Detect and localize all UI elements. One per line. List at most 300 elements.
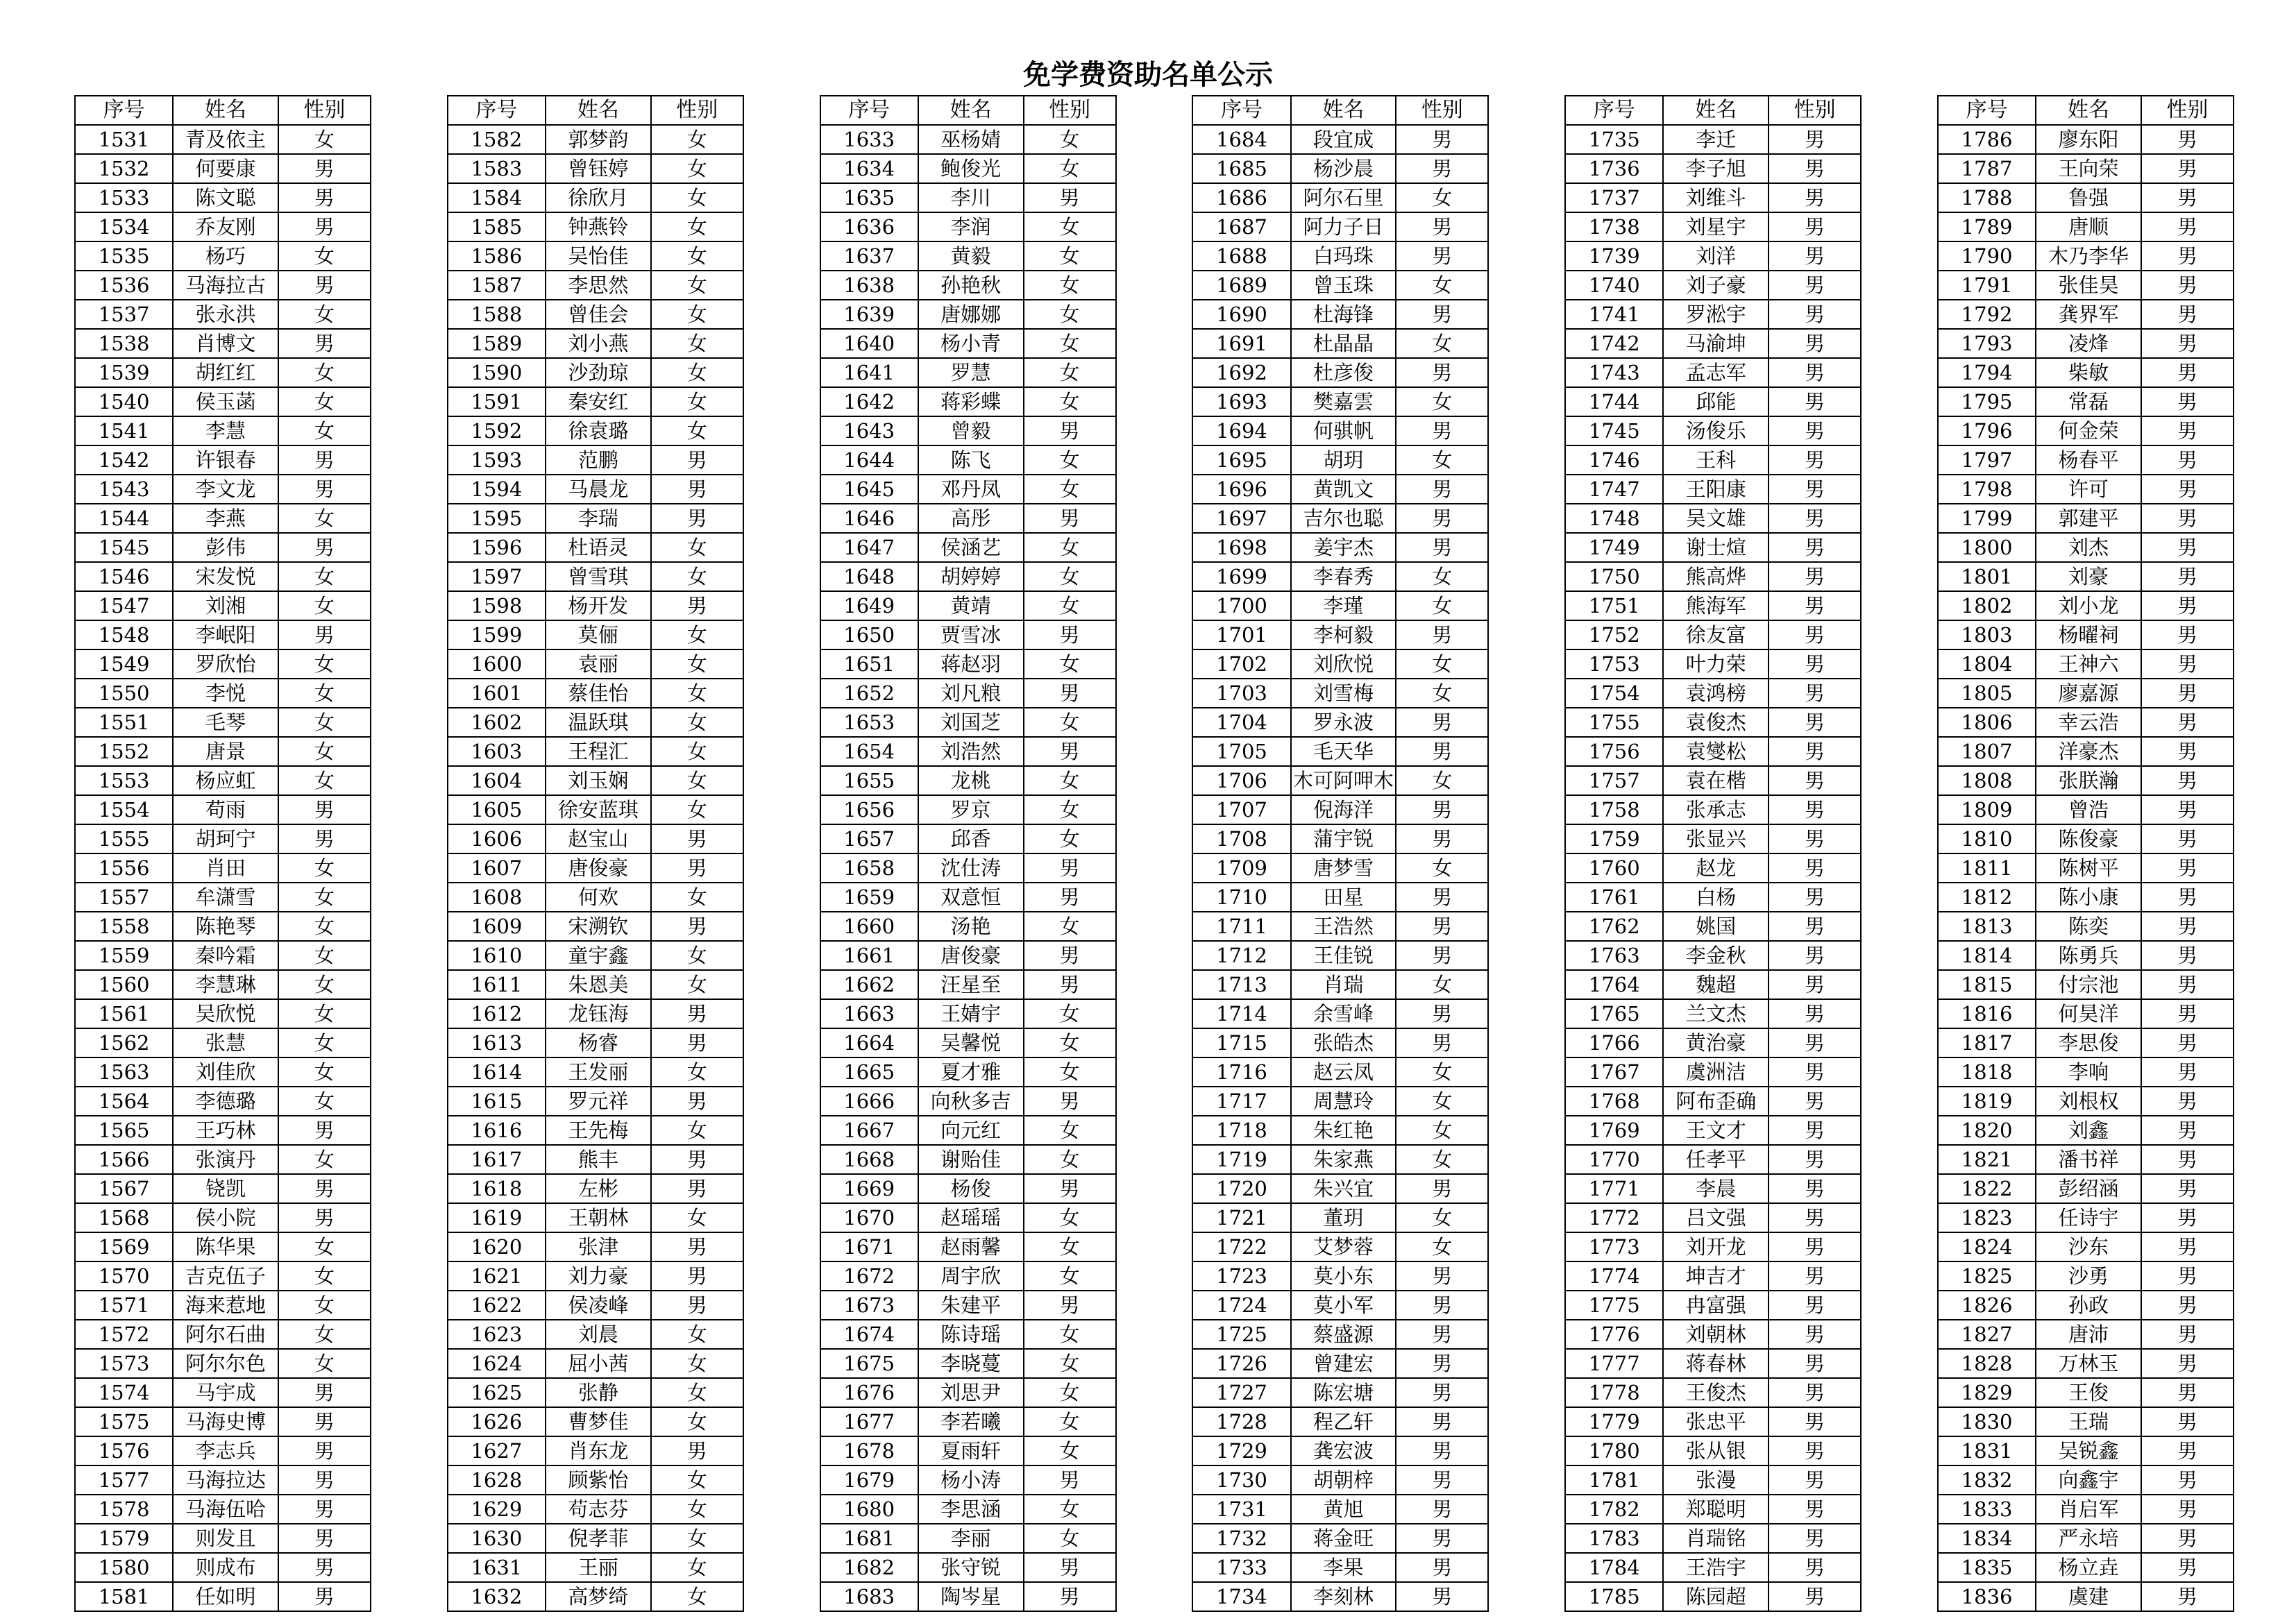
cell-name: 李思俊: [2036, 1028, 2141, 1057]
column-gap: [1488, 1174, 1565, 1203]
cell-gender: 女: [651, 766, 743, 795]
cell-gender: 女: [1396, 1232, 1488, 1261]
cell-name: 向元红: [918, 1116, 1024, 1145]
cell-index: 1610: [448, 941, 546, 970]
cell-gender: 女: [278, 387, 371, 416]
cell-name: 唐俊豪: [546, 853, 651, 883]
cell-index: 1568: [75, 1203, 173, 1232]
cell-index: 1585: [448, 212, 546, 241]
cell-gender: 男: [1769, 591, 1861, 620]
cell-name: 刘豪: [2036, 562, 2141, 591]
cell-index: 1825: [1938, 1261, 2036, 1291]
cell-name: 曾佳会: [546, 300, 651, 329]
column-gap: [1861, 912, 1938, 941]
cell-name: 龙桃: [918, 766, 1024, 795]
column-gap: [1116, 999, 1193, 1028]
column-gap: [1488, 387, 1565, 416]
cell-name: 张漫: [1663, 1465, 1769, 1495]
table-row: [75, 1232, 2234, 1261]
column-gap: [1488, 1320, 1565, 1349]
column-gap: [371, 387, 448, 416]
column-gap: [371, 1582, 448, 1611]
cell-gender: 男: [1769, 649, 1861, 679]
cell-gender: 男: [1396, 416, 1488, 445]
cell-name: 铙凯: [173, 1174, 278, 1203]
cell-name: 陈小康: [2036, 883, 2141, 912]
cell-gender: 男: [1396, 795, 1488, 824]
cell-index: 1811: [1938, 853, 2036, 883]
cell-gender: 男: [1396, 358, 1488, 387]
column-gap: [371, 1028, 448, 1057]
cell-gender: 男: [1396, 1495, 1488, 1524]
cell-index: 1627: [448, 1436, 546, 1465]
cell-index: 1814: [1938, 941, 2036, 970]
cell-index: 1696: [1192, 475, 1290, 504]
cell-gender: 女: [651, 1495, 743, 1524]
cell-name: 刘杰: [2036, 533, 2141, 562]
cell-gender: 女: [1024, 912, 1116, 941]
cell-index: 1792: [1938, 300, 2036, 329]
column-gap: [1488, 883, 1565, 912]
cell-gender: 男: [278, 212, 371, 241]
cell-gender: 男: [2141, 475, 2234, 504]
cell-gender: 女: [1024, 1524, 1116, 1553]
table-row: [75, 1145, 2234, 1174]
cell-index: 1761: [1565, 883, 1663, 912]
cell-name: 肖瑞: [1291, 970, 1396, 999]
cell-gender: 男: [1769, 1320, 1861, 1349]
cell-index: 1629: [448, 1495, 546, 1524]
cell-gender: 女: [1396, 649, 1488, 679]
cell-name: 毛琴: [173, 708, 278, 737]
header-name: 姓名: [173, 96, 278, 125]
cell-name: 阿布歪确: [1663, 1087, 1769, 1116]
cell-index: 1634: [820, 154, 918, 183]
cell-index: 1615: [448, 1087, 546, 1116]
cell-name: 唐顺: [2036, 212, 2141, 241]
column-gap: [1116, 183, 1193, 212]
column-gap: [743, 183, 820, 212]
cell-index: 1791: [1938, 271, 2036, 300]
column-gap: [1116, 1407, 1193, 1436]
cell-gender: 男: [651, 591, 743, 620]
cell-name: 王浩宇: [1663, 1553, 1769, 1582]
column-gap: [1861, 853, 1938, 883]
table-row: [75, 795, 2234, 824]
cell-name: 黄毅: [918, 241, 1024, 271]
column-gap: [1488, 679, 1565, 708]
cell-gender: 女: [651, 358, 743, 387]
table-row: [75, 708, 2234, 737]
cell-gender: 男: [2141, 329, 2234, 358]
cell-name: 陈宏塘: [1291, 1378, 1396, 1407]
cell-gender: 男: [1769, 737, 1861, 766]
table-row: [75, 620, 2234, 649]
cell-index: 1575: [75, 1407, 173, 1436]
column-gap: [743, 1203, 820, 1232]
cell-index: 1755: [1565, 708, 1663, 737]
cell-name: 乔友刚: [173, 212, 278, 241]
cell-index: 1650: [820, 620, 918, 649]
cell-index: 1836: [1938, 1582, 2036, 1611]
table-row: [75, 358, 2234, 387]
cell-name: 阿尔尔色: [173, 1349, 278, 1378]
cell-index: 1591: [448, 387, 546, 416]
column-gap: [371, 533, 448, 562]
column-gap: [371, 300, 448, 329]
cell-gender: 男: [278, 154, 371, 183]
cell-name: 何要康: [173, 154, 278, 183]
cell-index: 1777: [1565, 1349, 1663, 1378]
cell-name: 刘小燕: [546, 329, 651, 358]
cell-name: 王神六: [2036, 649, 2141, 679]
cell-gender: 女: [651, 795, 743, 824]
cell-index: 1576: [75, 1436, 173, 1465]
cell-name: 刘湘: [173, 591, 278, 620]
header-index: 序号: [1565, 96, 1663, 125]
cell-gender: 女: [651, 883, 743, 912]
cell-gender: 男: [278, 620, 371, 649]
cell-index: 1675: [820, 1349, 918, 1378]
cell-name: 姜宇杰: [1291, 533, 1396, 562]
cell-index: 1599: [448, 620, 546, 649]
table-row: [75, 1553, 2234, 1582]
table-row: [75, 1087, 2234, 1116]
cell-name: 刘洋: [1663, 241, 1769, 271]
cell-name: 万林玉: [2036, 1349, 2141, 1378]
cell-name: 李迁: [1663, 125, 1769, 154]
cell-name: 汤俊乐: [1663, 416, 1769, 445]
cell-index: 1710: [1192, 883, 1290, 912]
cell-name: 郭梦韵: [546, 125, 651, 154]
cell-index: 1716: [1192, 1057, 1290, 1087]
cell-gender: 男: [1396, 1465, 1488, 1495]
column-gap: [371, 1261, 448, 1291]
column-gap: [1861, 271, 1938, 300]
table-row: [75, 679, 2234, 708]
cell-index: 1741: [1565, 300, 1663, 329]
cell-index: 1829: [1938, 1378, 2036, 1407]
cell-index: 1708: [1192, 824, 1290, 853]
cell-index: 1820: [1938, 1116, 2036, 1145]
cell-name: 何昊洋: [2036, 999, 2141, 1028]
cell-name: 朱家燕: [1291, 1145, 1396, 1174]
cell-index: 1767: [1565, 1057, 1663, 1087]
cell-name: 青及依主: [173, 125, 278, 154]
column-gap: [1488, 1116, 1565, 1145]
cell-index: 1807: [1938, 737, 2036, 766]
cell-gender: 女: [278, 1261, 371, 1291]
column-gap: [371, 329, 448, 358]
cell-name: 马宇成: [173, 1378, 278, 1407]
table-row: [75, 883, 2234, 912]
cell-gender: 女: [1024, 212, 1116, 241]
table-row: [75, 562, 2234, 591]
cell-index: 1647: [820, 533, 918, 562]
cell-gender: 男: [2141, 1407, 2234, 1436]
cell-name: 马晨龙: [546, 475, 651, 504]
column-gap: [1116, 504, 1193, 533]
cell-gender: 男: [278, 795, 371, 824]
cell-gender: 男: [1396, 300, 1488, 329]
column-gap: [1488, 737, 1565, 766]
column-gap: [1116, 1582, 1193, 1611]
cell-gender: 女: [1024, 125, 1116, 154]
cell-gender: 男: [2141, 125, 2234, 154]
cell-gender: 女: [1396, 1145, 1488, 1174]
column-gap: [371, 358, 448, 387]
cell-gender: 男: [1769, 795, 1861, 824]
column-gap: [743, 1232, 820, 1261]
cell-name: 胡珂宁: [173, 824, 278, 853]
column-gap: [743, 1261, 820, 1291]
cell-index: 1641: [820, 358, 918, 387]
cell-gender: 女: [651, 1553, 743, 1582]
cell-name: 夏才雅: [918, 1057, 1024, 1087]
cell-index: 1636: [820, 212, 918, 241]
column-gap: [1861, 795, 1938, 824]
column-gap: [743, 912, 820, 941]
column-gap: [1861, 387, 1938, 416]
cell-index: 1697: [1192, 504, 1290, 533]
cell-gender: 女: [278, 679, 371, 708]
cell-name: 杨春平: [2036, 445, 2141, 475]
cell-index: 1730: [1192, 1465, 1290, 1495]
column-gap: [1116, 912, 1193, 941]
column-gap: [371, 1465, 448, 1495]
cell-index: 1827: [1938, 1320, 2036, 1349]
column-gap: [1861, 1436, 1938, 1465]
column-gap: [1116, 387, 1193, 416]
cell-index: 1566: [75, 1145, 173, 1174]
column-gap: [1861, 358, 1938, 387]
cell-gender: 女: [1024, 329, 1116, 358]
cell-name: 袁在楷: [1663, 766, 1769, 795]
column-gap: [371, 649, 448, 679]
column-gap: [371, 416, 448, 445]
cell-index: 1673: [820, 1291, 918, 1320]
cell-index: 1722: [1192, 1232, 1290, 1261]
column-gap: [371, 125, 448, 154]
column-gap: [371, 183, 448, 212]
cell-gender: 女: [651, 649, 743, 679]
cell-gender: 女: [1024, 1232, 1116, 1261]
column-gap: [1861, 445, 1938, 475]
cell-gender: 男: [1769, 1349, 1861, 1378]
cell-gender: 女: [651, 1057, 743, 1087]
cell-gender: 男: [278, 533, 371, 562]
cell-name: 李柯毅: [1291, 620, 1396, 649]
column-gap: [1861, 1465, 1938, 1495]
cell-name: 刘玉娴: [546, 766, 651, 795]
cell-name: 李思然: [546, 271, 651, 300]
column-gap: [743, 1087, 820, 1116]
cell-gender: 男: [1769, 154, 1861, 183]
cell-index: 1637: [820, 241, 918, 271]
header-index: 序号: [1938, 96, 2036, 125]
cell-index: 1633: [820, 125, 918, 154]
column-gap: [1488, 591, 1565, 620]
cell-name: 向鑫宇: [2036, 1465, 2141, 1495]
cell-name: 唐景: [173, 737, 278, 766]
cell-gender: 男: [278, 1524, 371, 1553]
column-gap: [1861, 679, 1938, 708]
cell-index: 1784: [1565, 1553, 1663, 1582]
cell-name: 陈奕: [2036, 912, 2141, 941]
column-gap: [1861, 1174, 1938, 1203]
column-gap: [743, 591, 820, 620]
column-gap: [1861, 241, 1938, 271]
column-gap: [1861, 329, 1938, 358]
cell-gender: 女: [1396, 562, 1488, 591]
cell-index: 1735: [1565, 125, 1663, 154]
table-row: [75, 737, 2234, 766]
cell-name: 张永洪: [173, 300, 278, 329]
column-gap: [1861, 1291, 1938, 1320]
cell-index: 1785: [1565, 1582, 1663, 1611]
cell-gender: 女: [1024, 1495, 1116, 1524]
cell-index: 1588: [448, 300, 546, 329]
cell-index: 1731: [1192, 1495, 1290, 1524]
cell-index: 1554: [75, 795, 173, 824]
cell-name: 曾钰婷: [546, 154, 651, 183]
cell-index: 1810: [1938, 824, 2036, 853]
cell-gender: 女: [651, 533, 743, 562]
cell-index: 1616: [448, 1116, 546, 1145]
cell-gender: 女: [278, 970, 371, 999]
cell-gender: 女: [651, 183, 743, 212]
column-gap: [743, 1378, 820, 1407]
column-gap: [1488, 300, 1565, 329]
cell-index: 1699: [1192, 562, 1290, 591]
cell-gender: 男: [1024, 679, 1116, 708]
cell-index: 1704: [1192, 708, 1290, 737]
cell-index: 1668: [820, 1145, 918, 1174]
cell-name: 潘书祥: [2036, 1145, 2141, 1174]
cell-index: 1561: [75, 999, 173, 1028]
cell-gender: 女: [1024, 1407, 1116, 1436]
cell-index: 1752: [1565, 620, 1663, 649]
cell-gender: 男: [2141, 1174, 2234, 1203]
cell-gender: 男: [651, 1261, 743, 1291]
column-gap: [1861, 475, 1938, 504]
column-gap: [743, 708, 820, 737]
cell-index: 1562: [75, 1028, 173, 1057]
cell-index: 1754: [1565, 679, 1663, 708]
cell-index: 1681: [820, 1524, 918, 1553]
column-gap: [743, 271, 820, 300]
cell-gender: 男: [2141, 591, 2234, 620]
column-gap: [1116, 853, 1193, 883]
column-gap: [1488, 1203, 1565, 1232]
column-gap: [371, 562, 448, 591]
cell-name: 王俊: [2036, 1378, 2141, 1407]
column-gap: [1116, 445, 1193, 475]
cell-index: 1780: [1565, 1436, 1663, 1465]
cell-index: 1582: [448, 125, 546, 154]
cell-index: 1628: [448, 1465, 546, 1495]
cell-name: 龚宏波: [1291, 1436, 1396, 1465]
cell-gender: 男: [2141, 1436, 2234, 1465]
cell-name: 肖东龙: [546, 1436, 651, 1465]
cell-gender: 女: [1024, 1028, 1116, 1057]
table-row: [75, 1291, 2234, 1320]
cell-gender: 男: [2141, 533, 2234, 562]
cell-name: 李瑾: [1291, 591, 1396, 620]
header-name: 姓名: [1663, 96, 1769, 125]
cell-index: 1617: [448, 1145, 546, 1174]
column-gap: [743, 620, 820, 649]
cell-index: 1557: [75, 883, 173, 912]
cell-index: 1739: [1565, 241, 1663, 271]
cell-name: 曹梦佳: [546, 1407, 651, 1436]
cell-gender: 男: [651, 824, 743, 853]
cell-index: 1667: [820, 1116, 918, 1145]
cell-index: 1631: [448, 1553, 546, 1582]
cell-gender: 女: [1024, 562, 1116, 591]
cell-gender: 女: [651, 271, 743, 300]
cell-index: 1793: [1938, 329, 2036, 358]
cell-index: 1774: [1565, 1261, 1663, 1291]
table-row: [75, 1028, 2234, 1057]
cell-name: 罗京: [918, 795, 1024, 824]
cell-name: 杨立垚: [2036, 1553, 2141, 1582]
cell-index: 1643: [820, 416, 918, 445]
cell-gender: 女: [1396, 445, 1488, 475]
cell-index: 1770: [1565, 1145, 1663, 1174]
cell-gender: 女: [651, 212, 743, 241]
cell-index: 1831: [1938, 1436, 2036, 1465]
cell-name: 罗淞宇: [1663, 300, 1769, 329]
column-gap: [371, 591, 448, 620]
cell-gender: 女: [1024, 1261, 1116, 1291]
cell-name: 宋溯钦: [546, 912, 651, 941]
column-gap: [1861, 649, 1938, 679]
cell-gender: 男: [1769, 1203, 1861, 1232]
cell-name: 胡婷婷: [918, 562, 1024, 591]
cell-name: 范鹏: [546, 445, 651, 475]
table-row: [75, 445, 2234, 475]
cell-index: 1808: [1938, 766, 2036, 795]
column-gap: [743, 212, 820, 241]
cell-gender: 男: [278, 1465, 371, 1495]
cell-name: 徐友富: [1663, 620, 1769, 649]
column-gap: [743, 1057, 820, 1087]
table-row: [75, 649, 2234, 679]
cell-name: 兰文杰: [1663, 999, 1769, 1028]
cell-name: 谢士煊: [1663, 533, 1769, 562]
cell-gender: 女: [1024, 708, 1116, 737]
cell-index: 1687: [1192, 212, 1290, 241]
column-gap: [1488, 358, 1565, 387]
column-gap: [1861, 1028, 1938, 1057]
column-gap: [371, 708, 448, 737]
column-gap: [1488, 766, 1565, 795]
cell-name: 王程汇: [546, 737, 651, 766]
cell-gender: 女: [1024, 591, 1116, 620]
cell-name: 莫小军: [1291, 1291, 1396, 1320]
cell-index: 1714: [1192, 999, 1290, 1028]
cell-gender: 男: [1024, 1174, 1116, 1203]
column-gap: [1116, 1378, 1193, 1407]
cell-gender: 男: [1769, 475, 1861, 504]
cell-gender: 男: [2141, 1349, 2234, 1378]
table-row: [75, 504, 2234, 533]
cell-gender: 女: [1024, 1057, 1116, 1087]
cell-gender: 男: [1396, 1028, 1488, 1057]
column-gap: [1116, 329, 1193, 358]
cell-name: 赵瑶瑶: [918, 1203, 1024, 1232]
